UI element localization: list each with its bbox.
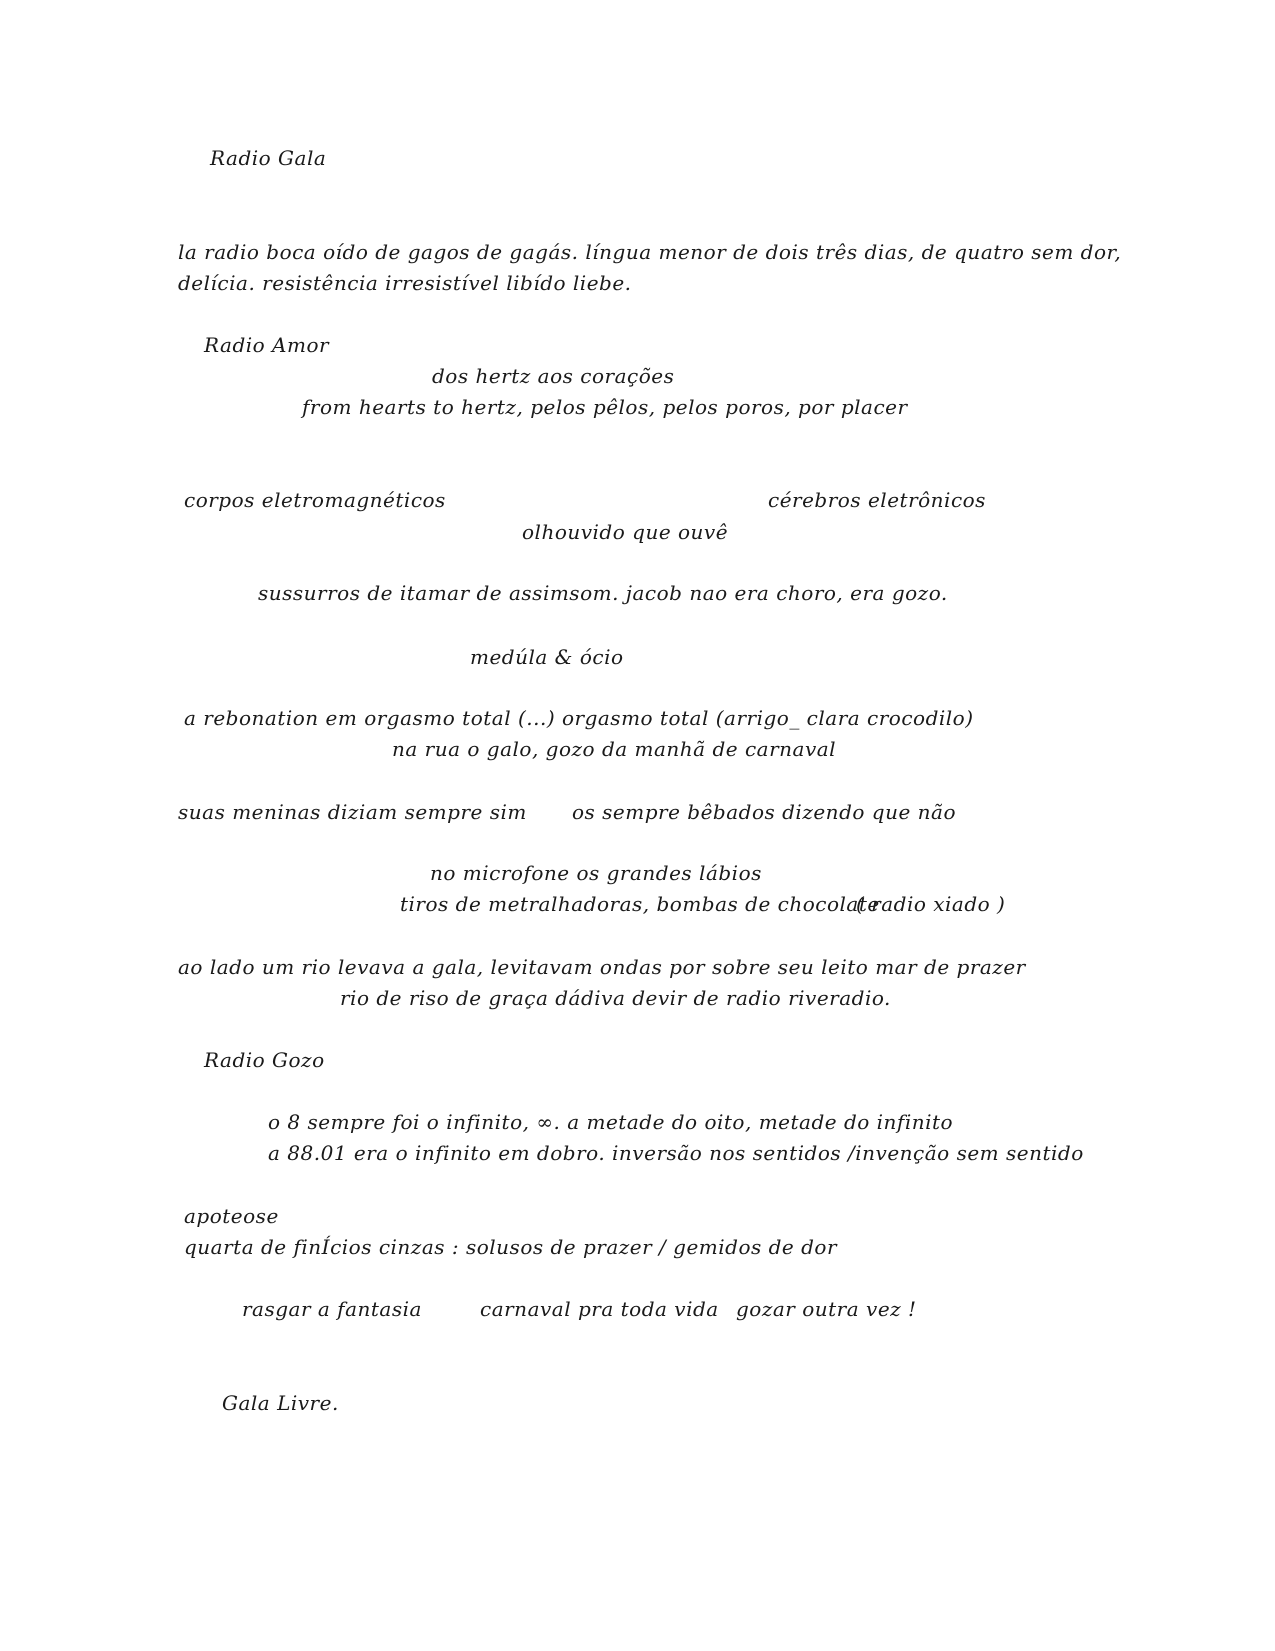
poem-line: cérebros eletrônicos — [768, 488, 986, 512]
poem-line: na rua o galo, gozo da manhã de carnaval — [392, 737, 837, 761]
poem-line: sussurros de itamar de assimsom. jacob nao era choro, era gozo. — [258, 581, 948, 605]
poem-line: tiros de metralhadoras, bombas de chocolate — [400, 892, 880, 916]
poem-line: suas meninas diziam sempre sim — [178, 800, 527, 824]
poem-line: os sempre bêbados dizendo que não — [572, 800, 956, 824]
poem-line: ao lado um rio levava a gala, levitavam ondas por sobre seu leito mar de prazer — [178, 955, 1026, 979]
poem-line: rasgar a fantasia — [242, 1297, 422, 1321]
poem-line: medúla & ócio — [470, 645, 624, 669]
poem-line: carnaval pra toda vida — [480, 1297, 719, 1321]
heading-radio-gozo: Radio Gozo — [204, 1048, 325, 1072]
poem-line: o 8 sempre foi o infinito, ∞. a metade do oito, metade do infinito — [268, 1110, 954, 1134]
poem-line: dos hertz aos corações — [432, 364, 675, 388]
poem-line: no microfone os grandes lábios — [430, 861, 762, 885]
poem-line: gozar outra vez ! — [736, 1297, 917, 1321]
poem-line: quarta de finÍcios cinzas : solusos de prazer / gemidos de dor — [184, 1235, 838, 1259]
poem-line: a 88.01 era o infinito em dobro. inversão nos sentidos /invenção sem sentido — [268, 1141, 1084, 1165]
poem-line: ( radio xiado ) — [856, 892, 1006, 916]
heading-radio-amor: Radio Amor — [204, 333, 330, 357]
poem-line: a rebonation em orgasmo total (...) orgasmo total (arrigo_ clara crocodilo) — [184, 706, 974, 730]
poem-line: la radio boca oído de gagos de gagás. língua menor de dois três dias, de quatro sem dor, — [178, 240, 1122, 264]
poem-line: from hearts to hertz, pelos pêlos, pelos poros, por placer — [302, 395, 908, 419]
poem-line: delícia. resistência irresistível libído liebe. — [178, 271, 632, 295]
heading-radio-gala: Radio Gala — [210, 146, 327, 170]
poem-line: apoteose — [184, 1204, 279, 1228]
poem-line: rio de riso de graça dádiva devir de radio riveradio. — [340, 986, 891, 1010]
closing-line-gala-livre: Gala Livre. — [222, 1391, 339, 1415]
poem-line: corpos eletromagnéticos — [184, 488, 446, 512]
poem-line: olhouvido que ouvê — [522, 520, 729, 544]
